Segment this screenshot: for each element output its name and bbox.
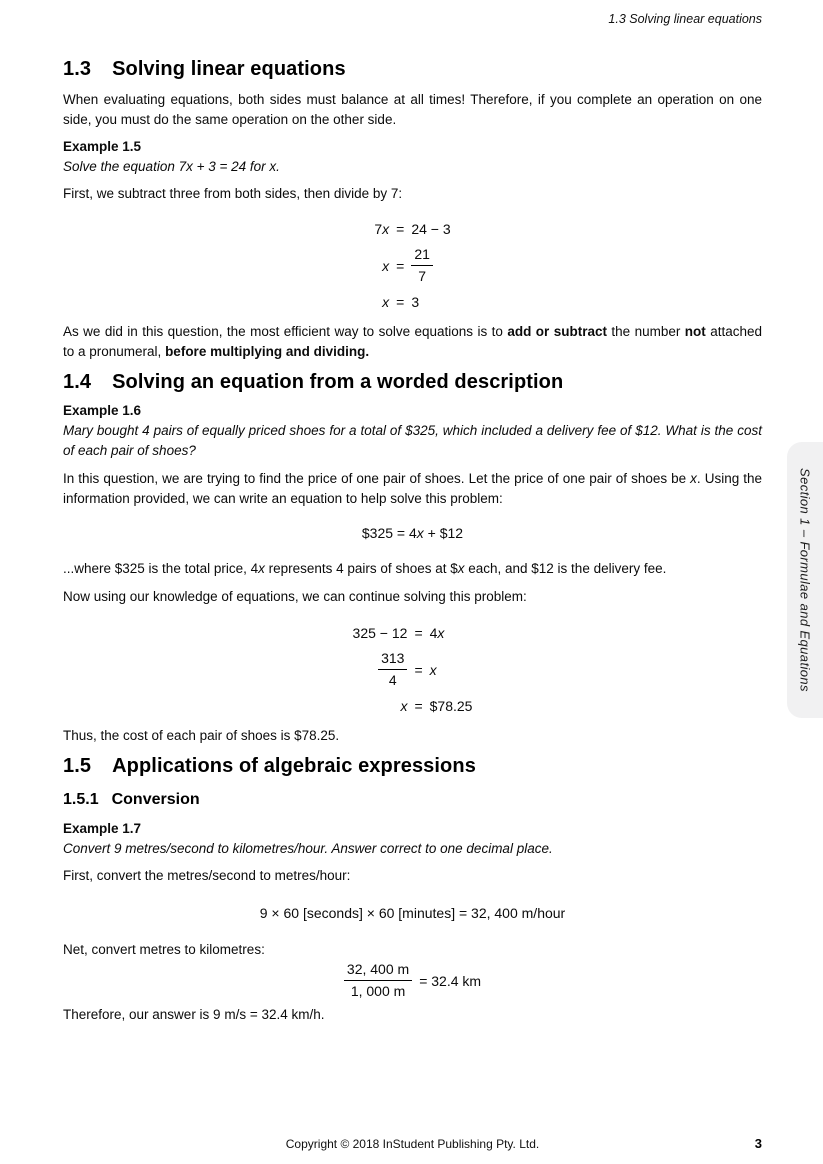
equation-325: $325 = 4x + $12 (361, 525, 464, 541)
example-1-7-prompt: Convert 9 metres/second to kilometres/hour. Answer correct to one decimal place. (63, 841, 553, 856)
equals-sign: = (396, 221, 405, 237)
subsection-number: 1.5.1 (63, 791, 99, 808)
section-title: Solving an equation from a worded description (112, 371, 564, 393)
side-tab-label: Section 1 – Formulae and Equations (797, 468, 813, 692)
equals-sign: = (414, 698, 423, 714)
example-1-5-prompt: Solve the equation 7x + 3 = 24 for x. (63, 159, 280, 174)
footer-copyright: Copyright © 2018 InStudent Publishing Pty. Ltd. (285, 1137, 540, 1151)
conclusion-paragraph: Thus, the cost of each pair of shoes is $78.25. (63, 728, 340, 743)
math-block-2 (63, 623, 762, 716)
math-rhs: 3 (411, 294, 420, 310)
equation-conversion: 9 × 60 [seconds] × 60 [minutes] = 32, 400 m/hour (259, 905, 566, 921)
conclusion-paragraph: Therefore, our answer is 9 m/s = 32.4 km/h. (63, 1007, 325, 1022)
section-1-4-heading (63, 370, 762, 394)
example-1-6-prompt: Mary bought 4 pairs of equally priced shoes for a total of $325, which included a delivery fee of $12. What is the cost of each pair of shoes? (63, 423, 762, 458)
fraction-denominator: 7 (418, 268, 427, 284)
fraction-denominator: 4 (388, 672, 397, 688)
equation-fraction (63, 961, 762, 1000)
math-block-1 (63, 219, 762, 312)
fraction-numerator: 313 (378, 650, 407, 670)
math-lhs: x (382, 294, 390, 310)
step-paragraph: First, convert the metres/second to metres/hour: (63, 868, 351, 883)
step-paragraph: First, we subtract three from both sides, then divide by 7: (63, 186, 403, 201)
example-1-6-label: Example 1.6 (63, 403, 142, 418)
equals-sign: = (396, 294, 405, 310)
page-number: 3 (754, 1136, 762, 1151)
page-content (63, 0, 762, 1025)
math-lhs (378, 650, 407, 689)
fraction (344, 961, 412, 1000)
equals-sign: = (414, 661, 423, 678)
outro-paragraph: As we did in this question, the most efficient way to solve equations is to add or subtract the number not attached to a pronumeral, before multiplying and dividing. (63, 324, 763, 359)
math-lhs: 7x (374, 221, 390, 237)
fraction-denominator: 1, 000 m (350, 983, 406, 999)
section-number: 1.4 (63, 371, 92, 393)
math-rhs (411, 246, 433, 285)
math-rhs: x (429, 661, 437, 678)
equals-sign: = (414, 625, 423, 641)
section-number: 1.3 (63, 58, 92, 80)
math-lhs: 325 − 12 (352, 625, 408, 641)
math-rhs: 4x (429, 625, 445, 641)
subsection-title: Conversion (111, 791, 200, 808)
math-lhs: x (400, 698, 408, 714)
example-1-7-label: Example 1.7 (63, 821, 142, 836)
fraction-numerator: 21 (411, 246, 433, 266)
math-rhs: = 32.4 km (419, 972, 482, 989)
math-rhs: 24 − 3 (411, 221, 451, 237)
body-paragraph: ...where $325 is the total price, 4x represents 4 pairs of shoes at $x each, and $12 is the delivery fee. (63, 561, 667, 576)
page-footer (63, 1136, 762, 1152)
fraction (378, 650, 407, 689)
section-title: Solving linear equations (112, 58, 346, 80)
subsection-1-5-1-heading (63, 790, 762, 809)
body-paragraph: In this question, we are trying to find the price of one pair of shoes. Let the price of one pair of shoes be x. Using the information provided, we can write an equation to help solve this problem: (63, 471, 763, 506)
section-side-tab (787, 442, 823, 718)
intro-paragraph: When evaluating equations, both sides must balance at all times! Therefore, if you complete an operation on one side, you must do the same operation on the other side. (63, 92, 762, 127)
equals-sign: = (396, 257, 405, 274)
section-1-5-heading (63, 754, 762, 778)
body-paragraph: Now using our knowledge of equations, we can continue solving this problem: (63, 589, 527, 604)
section-1-3-heading (63, 57, 762, 81)
math-rhs: $78.25 (429, 698, 473, 714)
step-paragraph: Net, convert metres to kilometres: (63, 942, 265, 957)
math-lhs: x (382, 257, 390, 274)
fraction-numerator: 32, 400 m (344, 961, 412, 981)
section-title: Applications of algebraic expressions (112, 755, 476, 777)
running-header: 1.3 Solving linear equations (608, 12, 762, 26)
section-number: 1.5 (63, 755, 92, 777)
fraction (411, 246, 433, 285)
example-1-5-label: Example 1.5 (63, 139, 142, 154)
